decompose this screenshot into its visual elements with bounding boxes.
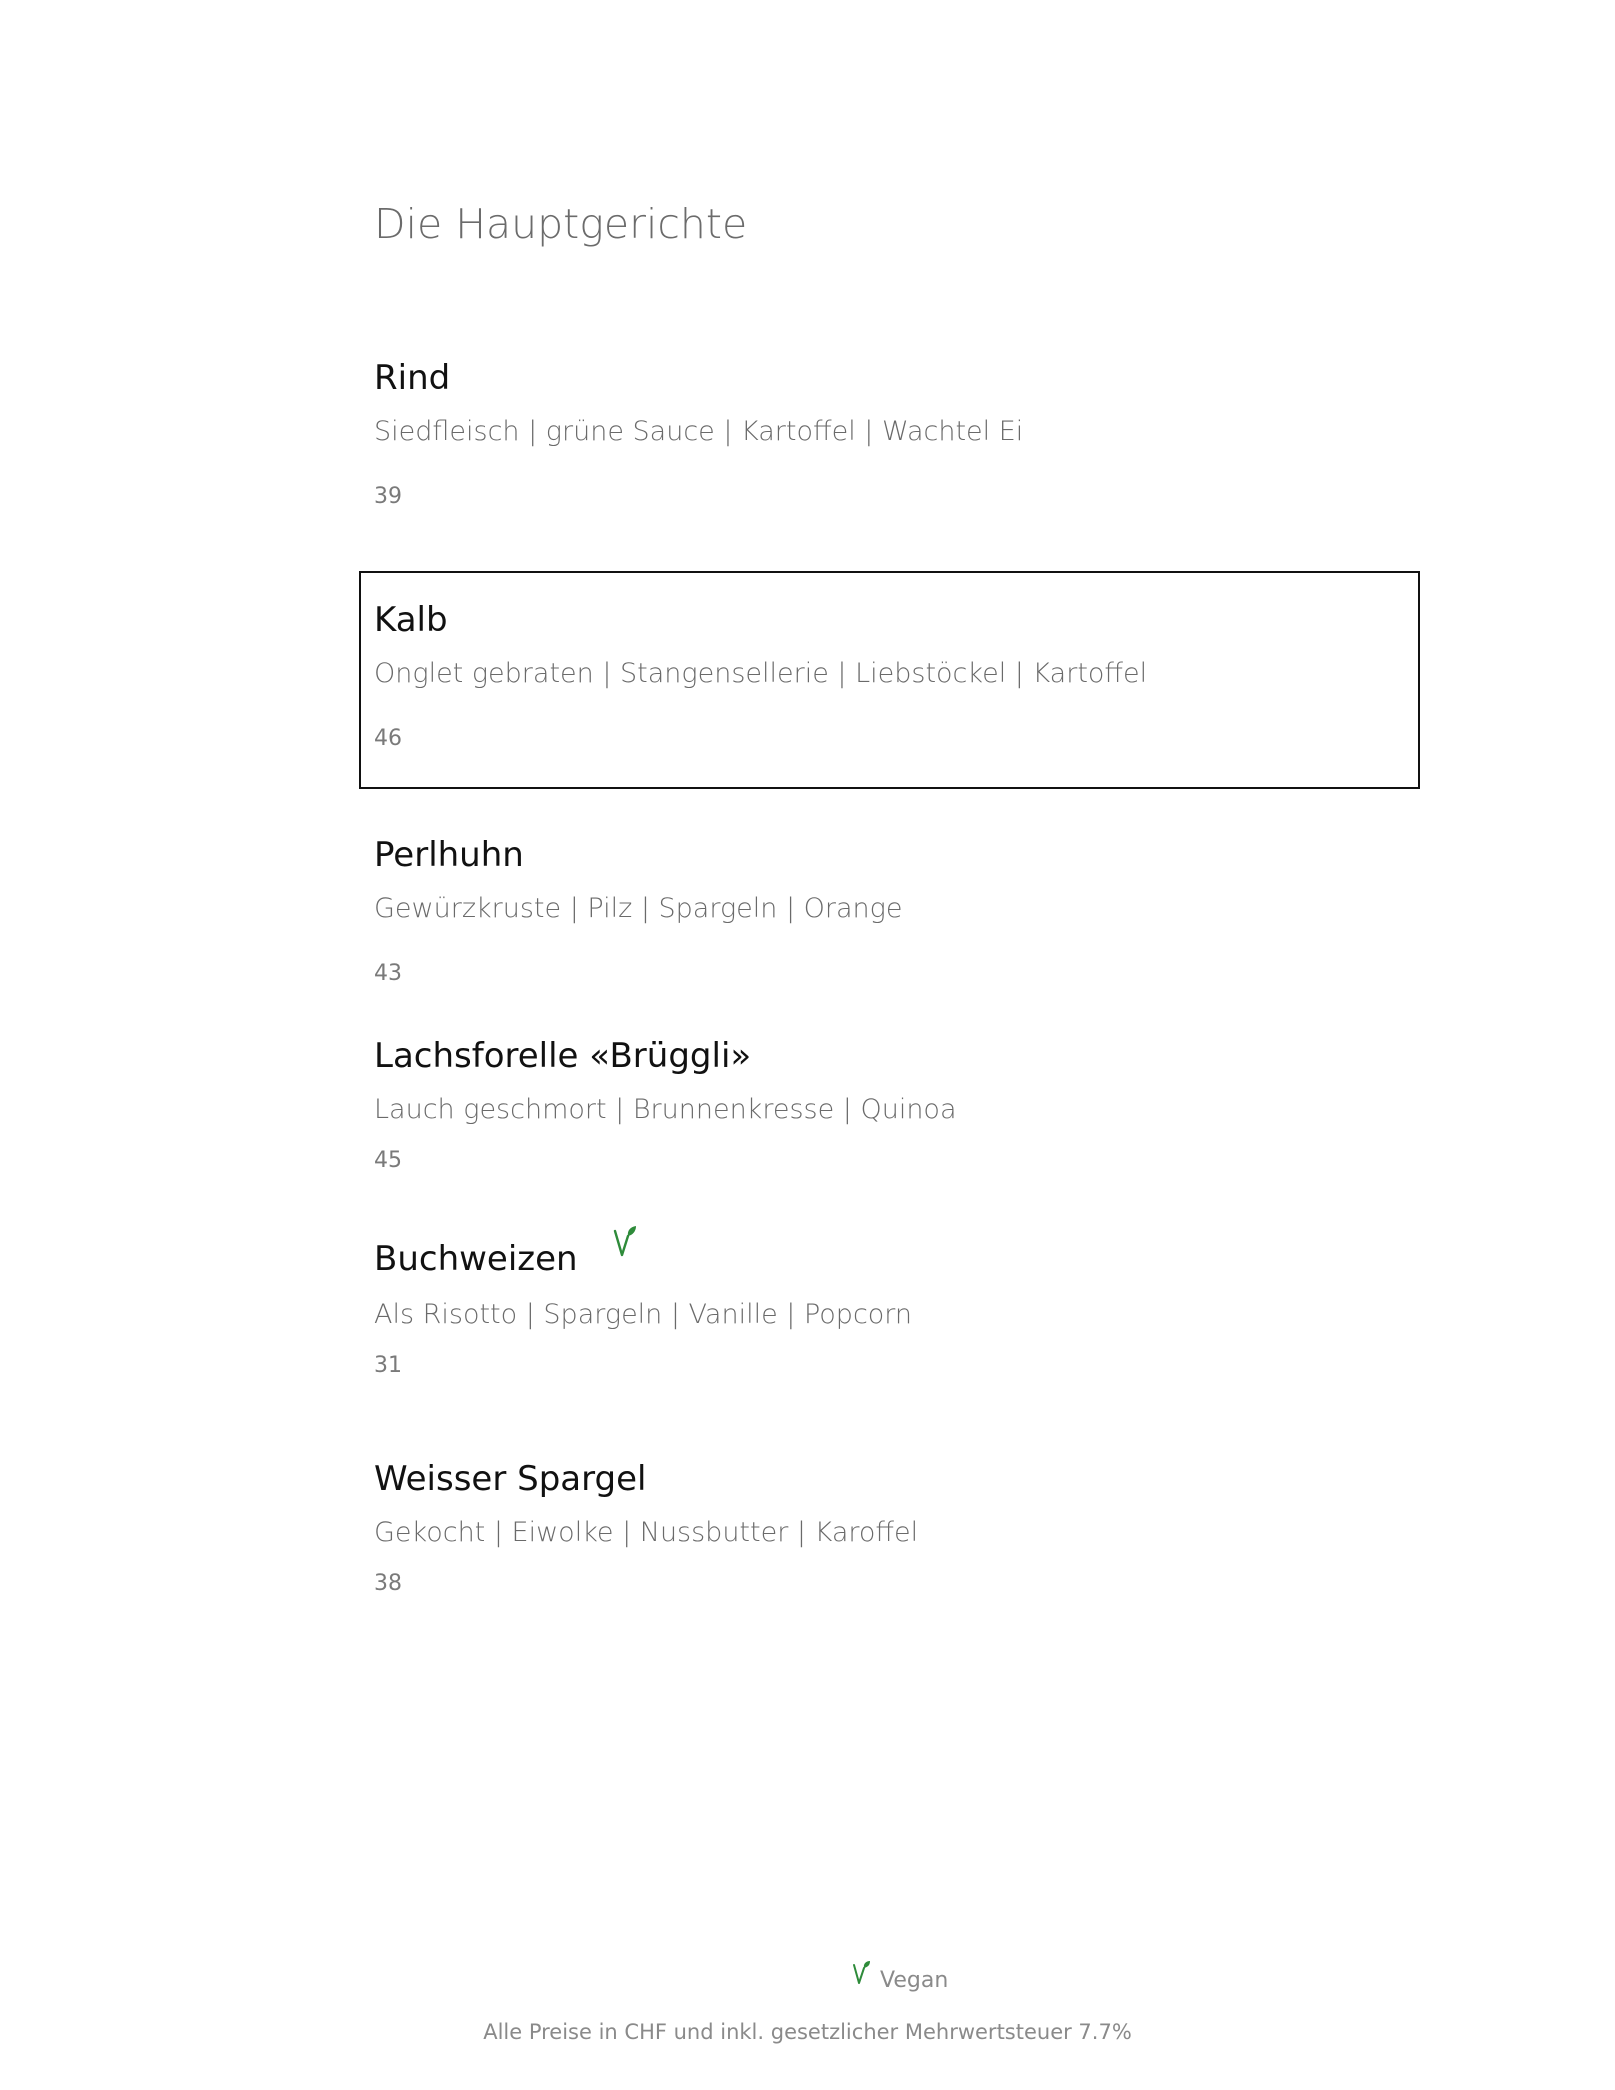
dish-price: 43 (374, 961, 402, 986)
dish-description: Siedfleisch | grüne Sauce | Kartoffel | Wachtel Ei (374, 416, 1024, 447)
dish-description: Gewürzkruste | Pilz | Spargeln | Orange (374, 893, 903, 924)
dish-price: 31 (374, 1353, 402, 1378)
dish-description: Lauch geschmort | Brunnenkresse | Quinoa (374, 1094, 957, 1125)
page-title: Die Hauptgerichte (374, 200, 748, 248)
dish-price: 39 (374, 484, 402, 509)
dish-description: Onglet gebraten | Stangensellerie | Liebstöckel | Kartoffel (374, 658, 1148, 689)
dish-price: 45 (374, 1148, 402, 1173)
dish-description: Als Risotto | Spargeln | Vanille | Popcorn (374, 1299, 913, 1330)
dish-name: Lachsforelle «Brüggli» (374, 1036, 752, 1076)
dish-name: Buchweizen (374, 1239, 638, 1279)
dish-name: Weisser Spargel (374, 1459, 647, 1499)
dish-name: Kalb (374, 600, 448, 640)
vegan-legend (852, 1956, 948, 1993)
vegan-leaf-icon (852, 1960, 872, 1990)
dish-description: Gekocht | Eiwolke | Nussbutter | Karoffel (374, 1517, 919, 1548)
vegan-legend-label: Vegan (880, 1968, 949, 1993)
price-note: Alle Preise in CHF und inkl. gesetzlicher Mehrwertsteuer 7.7% (483, 2020, 1132, 2044)
vegan-leaf-icon (612, 1225, 638, 1268)
dish-name: Rind (374, 358, 451, 398)
dish-price: 38 (374, 1571, 402, 1596)
dish-name: Perlhuhn (374, 835, 524, 875)
dish-price: 46 (374, 726, 402, 751)
